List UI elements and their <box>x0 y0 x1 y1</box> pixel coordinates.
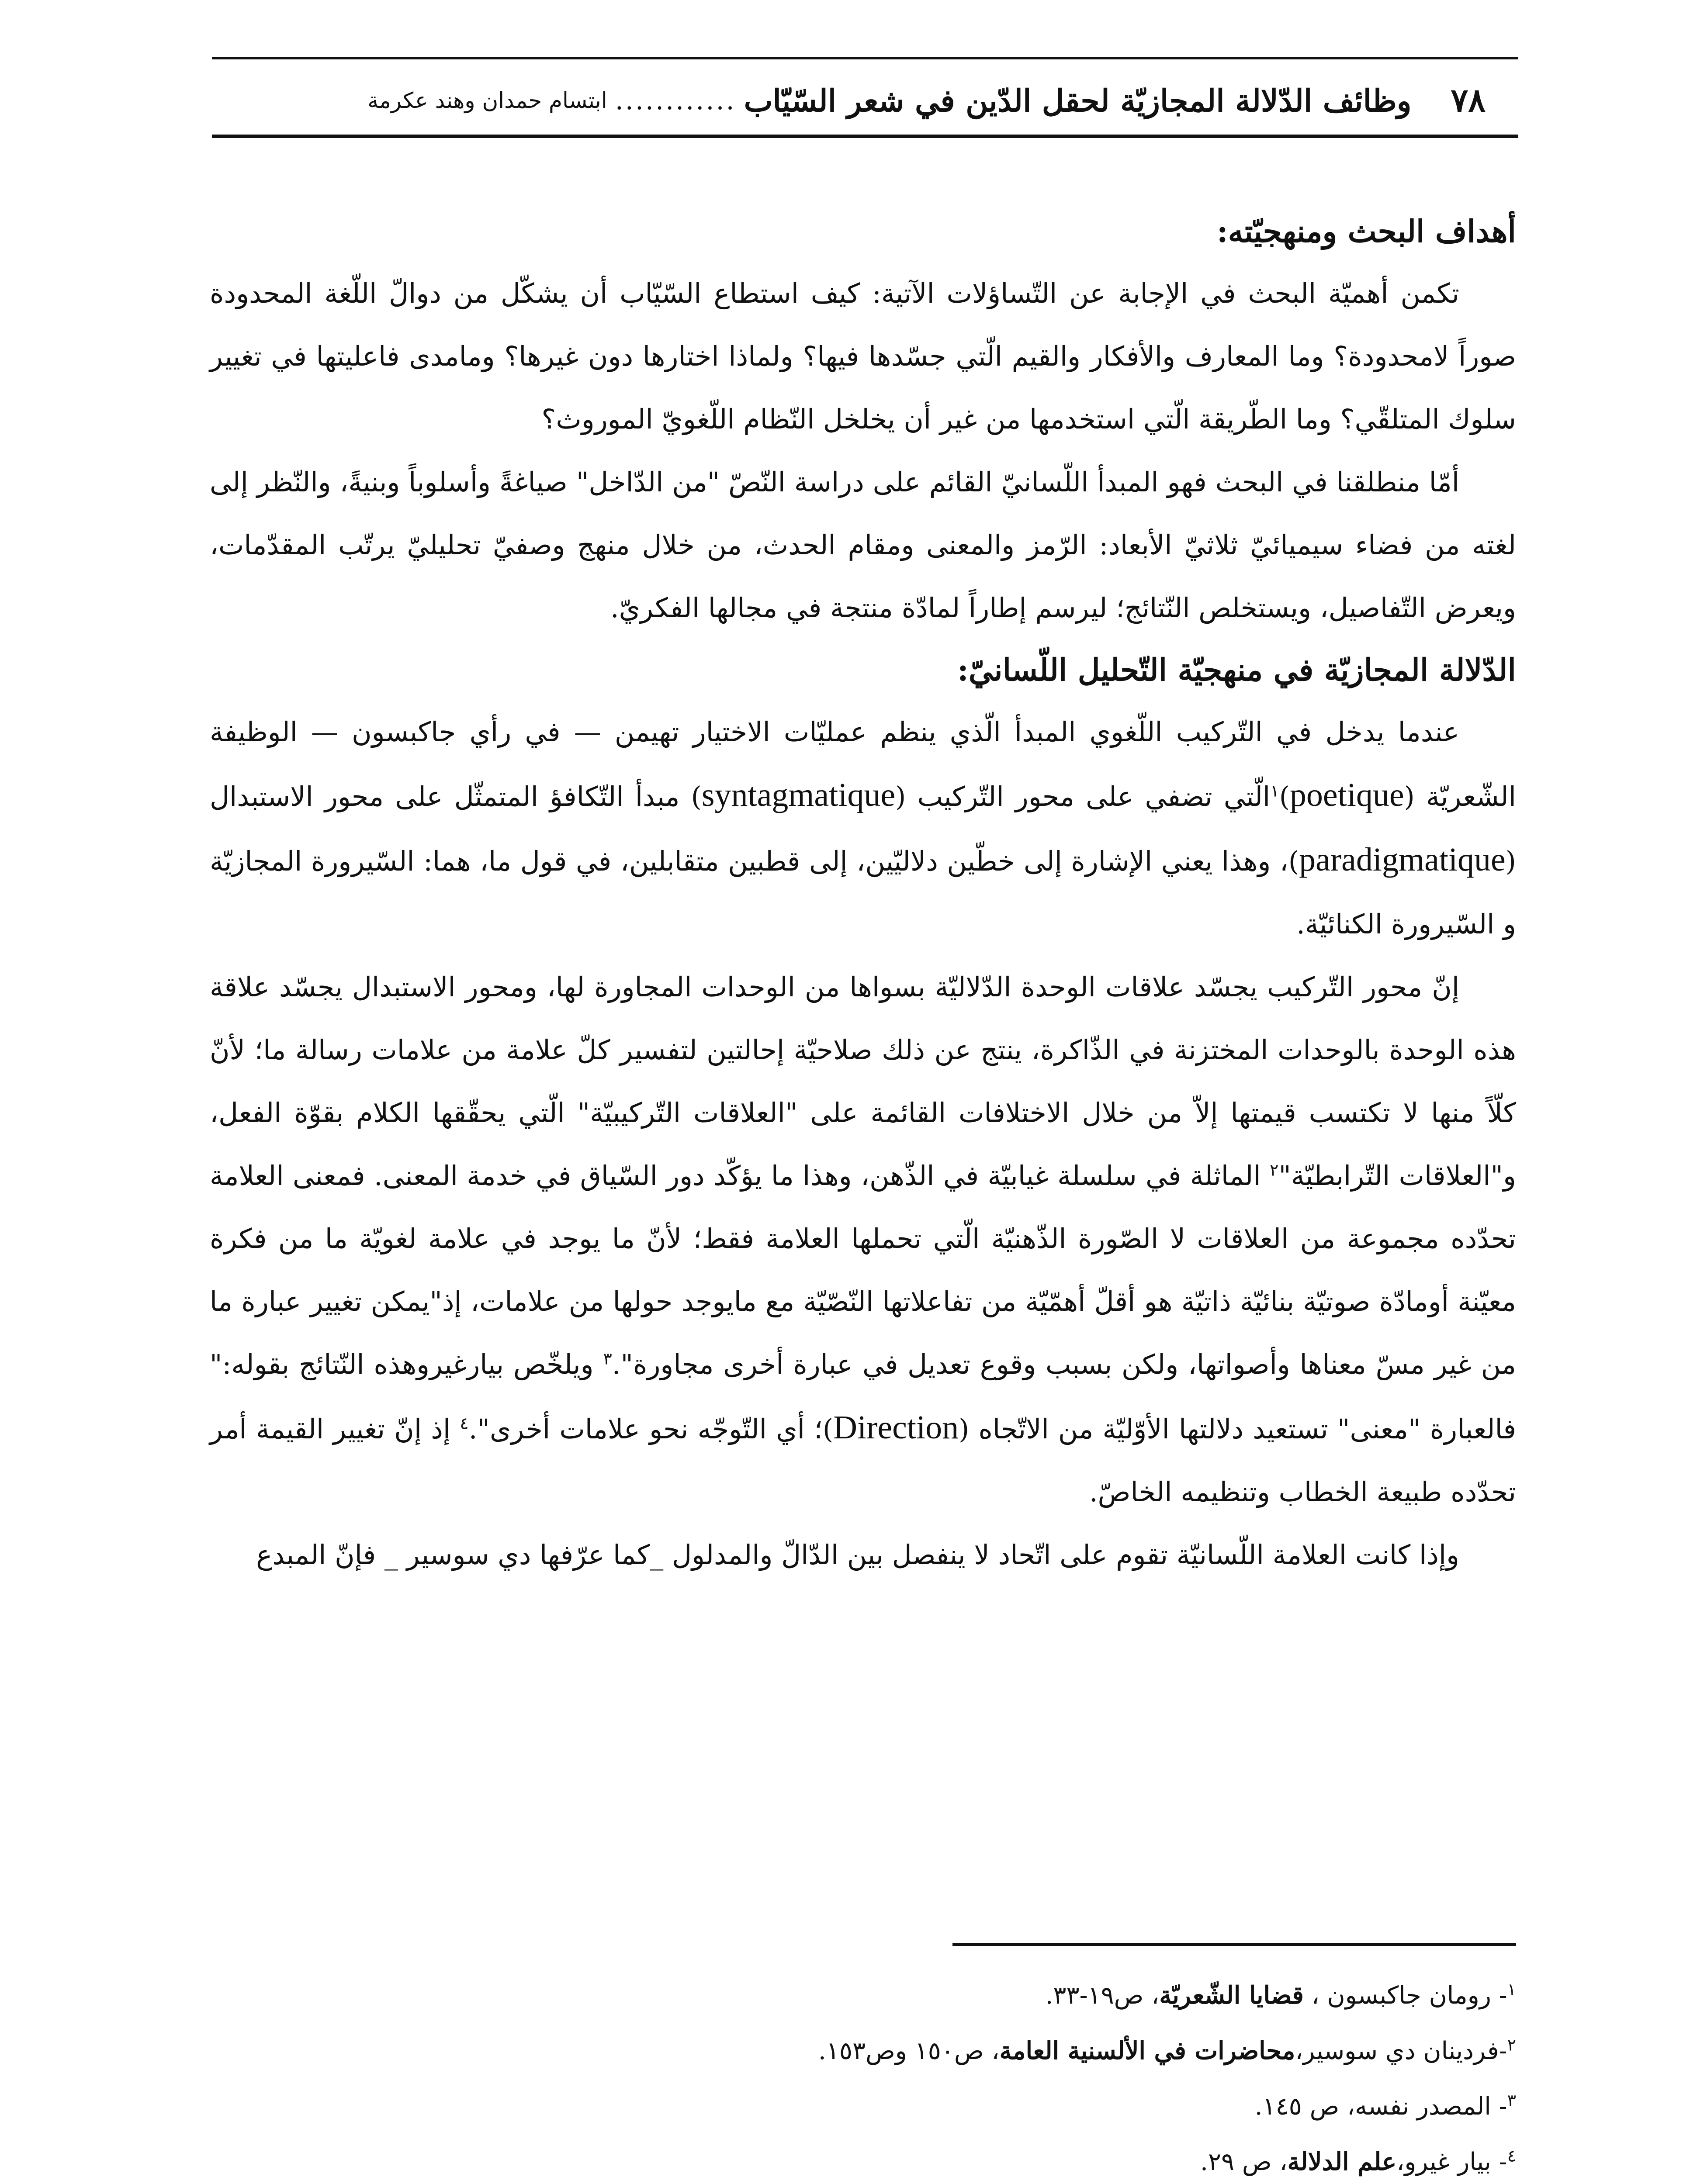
paragraph-text: عندما يدخل في التّركيب اللّغوي المبدأ الّذي ينظم عمليّات الاختيار تهيمن — في رأي جاكبسون — الوظيفة الشّعريّة ( <box>210 716 1516 812</box>
paragraph-text: )؛ أي التّوجّه نحو علامات أخرى". <box>468 1413 834 1445</box>
header-top-rule <box>212 57 1518 59</box>
footnote-separator <box>952 1943 1516 1946</box>
footnote <box>210 2023 1516 2079</box>
paragraph-text: إذ إنّ تغيير القيمة أمر تحدّده طبيعة الخطاب وتنظيمه الخاصّ. <box>210 1413 1516 1508</box>
section-heading-objectives: أهداف البحث ومنهجيّته: <box>1216 213 1516 249</box>
foreign-term: poetique <box>1289 777 1404 813</box>
title-leader-dots: ............ <box>615 85 736 116</box>
page-number: ٧٨ <box>1451 82 1486 119</box>
footnote-number: ٣ <box>1507 2091 1516 2110</box>
paragraph: تكمن أهميّة البحث في الإجابة عن التّساؤلات الآتية: كيف استطاع السّيّاب أن يشكّل من دوالّ اللّغة المحدودة صوراً لامحدودة؟ وما المعارف والأفكار والقيم الّتي جسّدها فيها؟ ولماذا اختارها دون غيرها؟ ومامدى فاعليتها في تغيير سلوك المتلقّي؟ وما الطّريقة الّتي استخدمها من غير أن يخلخل النّظام اللّغويّ الموروث؟ <box>210 277 1516 435</box>
footnote-text: - رومان جاكبسون ، <box>1303 1981 1507 2010</box>
footnote-text: ، ص ٢٩. <box>1200 2148 1288 2176</box>
paragraph-text: ) مبدأ التّكافؤ المتمثّل على محور الاستبدال ( <box>210 781 1516 877</box>
paragraph: أمّا منطلقنا في البحث فهو المبدأ اللّسانيّ القائم على دراسة النّصّ "من الدّاخل" صياغةً وأسلوباً وبنيةً، والنّظر إلى لغته من فضاء سيميائيّ ثلاثيّ الأبعاد: الرّمز والمعنى ومقام الحدث، من خلال منهج وصفيّ تحليليّ يرتّب المقدّمات، ويعرض التّفاصيل، ويستخلص النّتائج؛ ليرسم إطاراً لمادّة منتجة في مجالها الفكريّ. <box>210 466 1516 624</box>
footnote-text: -فردينان دي سوسير، <box>1295 2037 1507 2065</box>
section-heading-figurative-meaning: الدّلالة المجازيّة في منهجيّة التّحليل اللّسانيّ: <box>957 652 1516 688</box>
footnote-ref[interactable]: ٣ <box>603 1349 612 1368</box>
paragraph: وإذا كانت العلامة اللّسانيّة تقوم على اتّحاد لا ينفصل بين الدّالّ والمدلول _كما عرّفها دي سوسير _ فإنّ المبدع <box>256 1539 1459 1571</box>
paragraph-text: ) <box>1279 781 1290 812</box>
footnote-text: - المصدر نفسه، ص ١٤٥. <box>1254 2092 1507 2121</box>
paragraph <box>210 701 1516 956</box>
footnote-number: ١ <box>1507 1980 1516 1999</box>
footnote-number: ٤ <box>1507 2146 1516 2166</box>
paragraph-text: الّتي تضفي على محور التّركيب ( <box>895 781 1271 812</box>
header-bottom-rule <box>212 135 1518 138</box>
footnote-source-title: محاضرات في الألسنية العامة <box>999 2036 1295 2065</box>
footnote-text: - بيار غيرو، <box>1396 2148 1507 2176</box>
footnotes <box>210 1968 1516 2184</box>
footnote-ref[interactable]: ٤ <box>460 1413 469 1433</box>
footnote <box>210 1968 1516 2023</box>
footnote <box>210 2134 1516 2184</box>
footnote-number: ٢ <box>1507 2035 1516 2055</box>
footnote-ref[interactable]: ١ <box>1270 781 1279 801</box>
running-title: وظائف الدّلالة المجازيّة لحقل الدّين في شعر السّيّاب <box>744 82 1412 119</box>
paragraph-text: الماثلة في سلسلة غيابيّة في الذّهن، وهذا ما يؤكّد دور السّياق في خدمة المعنى. فمعنى العلامة تحدّده مجموعة من العلاقات لا الصّورة الذّهنيّة الّتي تحملها العلامة فقط؛ لأنّ ما يوجد في علامة لغويّة ما من فكرة معيّنة أومادّة صوتيّة بنائيّة ذاتيّة هو أقلّ أهمّيّة من تفاعلاتها النّصّيّة مع مايوجد حولها من علامات، إذ"يمكن تغيير عبارة ما من غير مسّ معناها وأصواتها، ولكن بسبب وقوع تعديل في عبارة أخرى مجاورة". <box>210 1160 1516 1380</box>
paragraph <box>210 956 1516 1524</box>
authors: ابتسام حمدان وهند عكرمة <box>367 88 607 113</box>
paragraph-text: ويلخّص بيارغيروهذه النّتائج بقوله:" فالعبارة "معنى" تستعيد دلالتها الأوّليّة من الاتّجاه ( <box>210 1348 1517 1445</box>
footnote <box>210 2079 1516 2134</box>
foreign-term: paradigmatique <box>1299 841 1506 878</box>
foreign-term: syntagmatique <box>701 777 896 813</box>
body-text <box>210 201 1516 1586</box>
footnote-ref[interactable]: ٢ <box>1269 1160 1279 1180</box>
foreign-term: Direction <box>833 1409 959 1446</box>
running-header <box>245 74 1486 127</box>
footnote-text: ، ص١٥٠ وص١٥٣. <box>818 2037 1000 2065</box>
paragraph-text: إنّ محور التّركيب يجسّد علاقات الوحدة الدّلاليّة بسواها من الوحدات المجاورة لها، ومحور الاستبدال يجسّد علاقة هذه الوحدة بالوحدات المختزنة في الذّاكرة، ينتج عن ذلك صلاحيّة إحالتين لتفسير كلّ علامة من علامات رسالة ما؛ لأنّ كلّاً منها لا تكتسب قيمتها إلاّ من خلال الاختلافات القائمة على "العلاقات التّركيبيّة" الّتي يحقّقها الكلام بقوّة الفعل، و"العلاقات التّرابطيّة" <box>210 971 1516 1192</box>
footnote-source-title: قضايا الشّعريّة <box>1159 1981 1304 2010</box>
footnote-text: ، ص١٩-٣٣. <box>1045 1981 1160 2010</box>
paragraph-text: )، وهذا يعني الإشارة إلى خطّين دلاليّين، إلى قطبين متقابلين، في قول ما، هما: السّيرورة المجازيّة و السّيرورة الكنائيّة. <box>210 845 1516 940</box>
footnote-source-title: علم الدلالة <box>1287 2147 1397 2176</box>
